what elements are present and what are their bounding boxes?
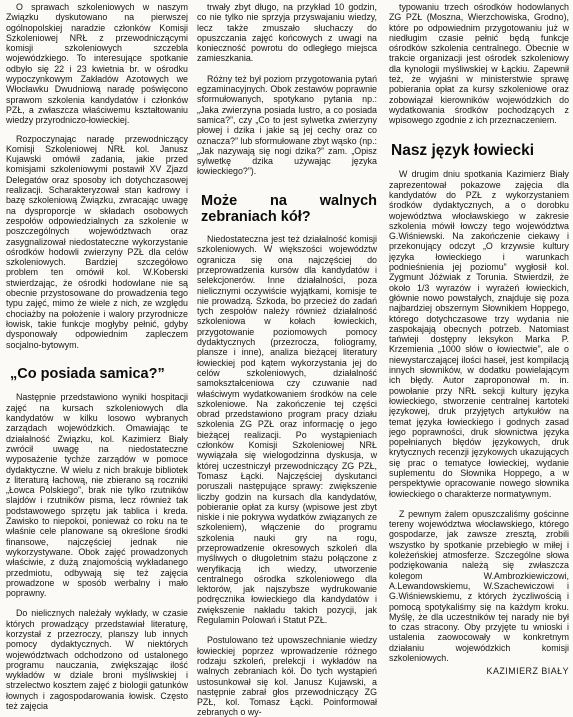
paragraph: typowaniu trzech ośrodków hodowlanych ZG PZŁ (Moszna, Wierzchowiska, Grodno), które po odpowiednim przygotowaniu już w niedługim czasie pełnić będą funkcje ośrodków szkolenia centralnego. Obecnie w trakcie organizacji jest ośrodek szkoleniowy dla kynologii myśliwskiej w Łąckiu. Zapewnił też, że wyjaśni w ministerstwie sprawę pobierania opłat za kursy szkoleniowe oraz zobowiązał kierowników wojewódzkich do wydatkowania środków pochodzących z wpisowego zgodnie z ich przeznaczeniem. — [389, 2, 569, 126]
paragraph: W drugim dniu spotkania Kazimierz Biały zaprezentował pokazowe zajęcia dla kandydatów do PZŁ z wykorzystaniem środków dydaktycznych, a o dorobku województwa włocławskiego w zakresie szkolenia mówił łowczy tego województwa G.Wiśniewski. Na zakończenie ciekawy i przekonujący odczyt „O krzywsie kultury języka łowieckiego i warunkach podnieśnienia jej poziomu” wygłosił kol. Zygmunt Jóźwiak z Torunia. Stwierdził, że około 1/3 wyrazów i wyrażeń łowieckich, głównie nowo powstałych, znajduje się poza najbardziej obszernym Słownikiem Hoppego, którego dotychczasowe trzy wydania nie zaspokajają obecnych potrzeb. Natomiast tańwieji dostępny leksykon Marka P. Krzemienia „1000 słów o łowiectwie”, ale o niewystarczającej ilości haseł, jest kompilacją innych słowników, w dodatku powielającym ich błędy. Autor zaproponował m. in. powołanie przy NRŁ sekcji kultury języka łowieckiego, stworzenie centralnej kartoteki językowej, druk przyjętych artykułów na temat języka łowieckiego i godnych zasad jego poprawności, druk słownictwa języka popełnianych błędów językowych, druk krytycznych recenzji językowych ukazujących się prac o tematyce łowieckiej, wydanie suplementu do Słownika Hoppego, a w perspektywie opracowanie nowego słownika łowieckiego o charakterze normatywnym. — [389, 169, 569, 499]
paragraph: Do nielicznych należały wykłady, w czasie których prowadzący przedstawiał literaturę, korzystał z przezroczy, planszy lub innych pomocy dydaktycznych. W niektórych województwach odchodzono od ustalonego programu nauczania, zwiększając ilość wykładów w dziale broni myśliwskiej i strzelectwo kosztem zajęć z biologii gatunków łownych i zagospodarowania łowisk. Często też zajęcia — [6, 608, 188, 712]
author-signature: KAZIMIERZ BIAŁY — [486, 666, 569, 677]
paragraph: Następnie przedstawiono wyniki hospitacji zajęć na kursach szkoleniowych dla kandydatów w kilku losowo wybranych zarządach wojewódzkich. Omawiając te działalność Związku, kol. Kazimierz Biały zwrócił uwagę na niedostateczne wyposażenie tychże zarządów w pomoce dydaktyczne. W wielu z nich brakuje bibliotek z literaturą łachową, nie zbierano są roczniki „Łowca Polskiego”, brak nie tylko rzutników slajdów i rzutników pisma, lecz również tak podstawowego sprzętu jak tablica i kreda. Zawisko to niepokoi, ponieważ co roku na te właśnie cele planowane są określone środki finansowe, najczęściej jednak nie wykorzystywane. Obok zajęć prowadzonych właściwie, z dużą znajomością wykładanego przedmiotu, odbywają się też zajęcia prowadzone w sposób werbalny i mało poprawny. — [6, 392, 188, 599]
paragraph: Z pewnym żalem opuszczaliśmy gościnne tereny województwa włocławskiego, którego gospodarze, jak zawsze zresztą, zrobili wszystko by spotkanie przebiegło w miłej i koleżeńskiej atmosferze. Szczególne słowa podziękowania należą się zwłaszcza kolegom W.Ambrozkiewiczowi, A.Lewandowskiemu, W.Szachewiczowi i G.Wiśniewskiemu, z których życzliwością i pomocą spotykaliśmy się na każdym kroku. Myślę, że dla uczestników tej narady nie był to czas stracony. Oby przyjęte tu wnioski i ustalenia zaowocowały w konkretnym działaniu wojewódzkich komisji szkoleniowych. — [389, 508, 569, 664]
section-heading-walnych-zebraniach: Może na walnych zebraniach kół? — [201, 192, 377, 226]
article-column-3 — [389, 2, 569, 677]
paragraph: Różny też był poziom przygotowania pytań egzaminacyjnych. Obok zestawów poprawnie sformułowanych, spotykano pytania np.: „Jaka zwierzyna posiada lustro, a co posiada samica?”, czy „Co to jest sylwetka zwierzyny płowej i dzika i jakie są jej cechy oraz co oznacza?” lub sformułowane zbyt wąsko (np.: „Jak nazywają się nogi dzika?” zam. „Opisz sylwetkę dzika używając języka łowieckiego?”). — [197, 73, 377, 177]
paragraph: Postulowano też upowszechnianie wiedzy łowieckiej poprzez wprowadzenie różnego rodzaju szkoleń, prelekcji i wykładów na walnych zebraniach kół. Do tych wystąpień ustosunkował się kol. Janusz Kujawski, a następnie zabrał głos przewodniczący ZG PZŁ, kol. Tomasz Łącki. Poinformował zebranych o wy- — [197, 635, 377, 717]
paragraph: trwały zbyt długo, na przykład 10 godzin, co nie tylko nie sprzyja przyswajaniu wiedzy, lecz także zmuszało słuchaczy do opuszczania zajęć końcowych z uwagi na konieczność powrotu do odległego miejsca zamieszkania. — [197, 2, 377, 64]
section-heading-jezyk-lowiecki: Nasz język łowiecki — [391, 141, 535, 159]
paragraph: O sprawach szkoleniowych w naszym Związku dyskutowano na pierwszej ogólnopolskiej naradzie członków Komisji Szkoleniowej NRŁ z przewodniczącymi komisji szkoleniowych szczebla wojewódzkiego. To interesujące spotkanie odbyło się 22 i 23 kwietnia br. w ośrodku wypoczynkowym Zakładów Azotowych we Włocławku Dwudniową naradę poświęcono sprawom szkolenia kandydatów i członków PZŁ, a zwłaszcza właściwemu kształtowaniu wiedzy przyrodniczo-łowieckiej. — [6, 2, 188, 126]
section-heading-samica: „Co posiada samica?” — [10, 365, 165, 382]
paragraph: Rozpoczynając naradę przewodniczący Komisji Szkoleniowej NRŁ kol. Janusz Kujawski omówił zadania, jakie przed komisjami szkoleniowymi postawił XV Zjazd Delegatów oraz sposoby ich dotychczasowej realizacji. Scharakteryzował stan kadrowy i bazę szkoleniową Związku, zwracając uwagę na dysproporcje w składach osobowych zespołów odpowiedzialnych za szkolenie w poszczególnych województwach oraz zasygnalizował niedostateczne wykorzystanie ośrodków hodowli zwierzyny PZŁ dla celów szkoleniowych. Bardziej szczegółowo problem ten omówił kol. W.Koberski stwierdzając, że ośrodki hodowlane nie są obecnie przystosowane do prowadzenia tego typu zajęć, mimo że wiele z nich, ze względu chociażby na położenie i walory przyrodnicze łowisk, takie funkcje mogłyby pełnić, gdyby dysponowały odpowiednim zapleczem socjalno-bytowym. — [6, 133, 188, 350]
paragraph: Niedostateczna jest też działalność komisji szkoleniowych. W większości województw ogranicza się ona najczęściej do przeprowadzenia kursów dla kandydatów i selekcjonerów. Inne działalności, poza nielicznymi oczywiście wyjątkami, komisje te nie prowadzą. Szkoda, bo przecież do zadań tych zespołów należy również działalność szkoleniowa w kołach łowieckich, przygotowanie poziomowych pomocy dydaktycznych (przezrocza, foliogramy, plansze i inne), analiza bieżącej literatury łowieckiej pod kątem wykorzystania jej do celów szkoleniowych, działalność samokształceniowa czy czuwanie nad właściwym wydatkowaniem środków na cele szkoleniowe. Na zakończenie tej części obrad przedstawiono program pracy działu szkolenia ZG PZŁ oraz informację o jego bieżącej realizacji. Po wystąpieniach członków Komisji Szkoleniowej NRŁ wywiązała się wielogodzinna dyskusja, w której uczestniczył przewodniczący ZG PZŁ, Tomasz Łącki. Najczęściej dyskutanci poruszali następujące sprawy: zwiększenie liczby godzin na kursach dla kandydatów, pobieranie opłat za kursy (wpisowe jest zbyt niskie i nie pokrywa wydatków związanych ze szkoleniem), włączenie do programu szkolenia nauki gry na rogu, przeprowadzenie okresowych szkoleń dla myśliwych o długoletnim stażu połączone z weryfikacją ich wiedzy, utworzenie centralnego ośrodka szkoleniowego dla lektorów, jak najszybsze wydrukowanie podręcznika łowieckiego dla kandydatów i zwiększenie nakładu takich pozycji, jak Regulamin Polowań i Statut PZŁ. — [197, 234, 377, 626]
article-column-1 — [6, 2, 188, 711]
article-column-2 — [197, 2, 377, 717]
